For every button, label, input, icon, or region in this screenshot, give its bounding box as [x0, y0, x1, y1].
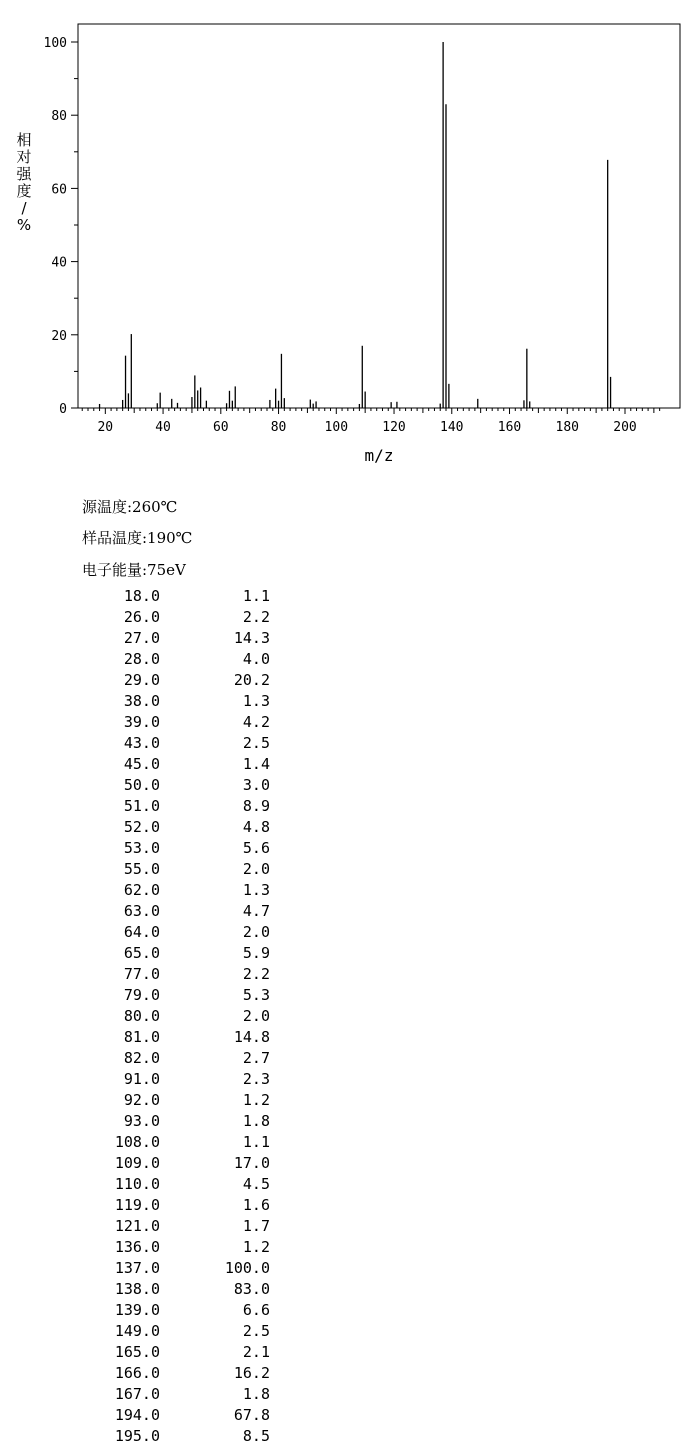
y-axis-label-char: /	[21, 199, 27, 217]
intensity-value: 3.0	[242, 776, 270, 794]
y-axis-label-char: 强	[16, 165, 32, 183]
table-row	[0, 1364, 300, 1385]
mz-value: 63.0	[123, 902, 160, 920]
mz-value: 109.0	[114, 1154, 160, 1172]
mz-value: 64.0	[123, 923, 160, 941]
intensity-value: 1.1	[242, 587, 270, 605]
mz-value: 55.0	[123, 860, 160, 878]
intensity-value: 14.8	[233, 1028, 270, 1046]
x-tick-label: 200	[613, 420, 637, 435]
y-tick-label: 60	[51, 182, 67, 198]
y-tick-label: 80	[51, 109, 67, 125]
mz-value: 28.0	[123, 650, 160, 668]
peak-table	[0, 587, 300, 1448]
x-tick-label: 120	[382, 420, 406, 435]
intensity-value: 17.0	[233, 1154, 270, 1172]
intensity-value: 6.6	[242, 1301, 270, 1319]
intensity-value: 5.9	[242, 944, 270, 962]
y-tick-label: 20	[51, 328, 67, 344]
condition-sample-temp: 样品温度:190℃	[82, 529, 193, 547]
mz-value: 137.0	[114, 1259, 160, 1277]
table-row	[0, 1070, 300, 1091]
intensity-value: 83.0	[233, 1280, 270, 1298]
mz-value: 166.0	[114, 1364, 160, 1382]
table-row	[0, 1280, 300, 1301]
intensity-value: 4.5	[242, 1175, 270, 1193]
y-axis-label-char: %	[16, 216, 32, 234]
y-axis-label-char: 相	[16, 131, 32, 149]
table-row	[0, 1091, 300, 1112]
table-row	[0, 776, 300, 797]
table-row	[0, 1007, 300, 1028]
table-row	[0, 755, 300, 776]
mz-value: 26.0	[123, 608, 160, 626]
mz-value: 43.0	[123, 734, 160, 752]
mz-value: 139.0	[114, 1301, 160, 1319]
intensity-value: 1.6	[242, 1196, 270, 1214]
intensity-value: 1.3	[242, 692, 270, 710]
intensity-value: 4.0	[242, 650, 270, 668]
mz-value: 110.0	[114, 1175, 160, 1193]
mz-value: 38.0	[123, 692, 160, 710]
intensity-value: 5.6	[242, 839, 270, 857]
intensity-value: 2.7	[242, 1049, 270, 1067]
mz-value: 167.0	[114, 1385, 160, 1403]
table-row	[0, 860, 300, 881]
y-tick-label: 40	[51, 255, 67, 271]
mz-value: 93.0	[123, 1112, 160, 1130]
intensity-value: 1.8	[242, 1112, 270, 1130]
mz-value: 149.0	[114, 1322, 160, 1340]
mz-value: 18.0	[123, 587, 160, 605]
intensity-value: 4.7	[242, 902, 270, 920]
intensity-value: 8.9	[242, 797, 270, 815]
mz-value: 81.0	[123, 1028, 160, 1046]
mz-value: 27.0	[123, 629, 160, 647]
intensity-value: 8.5	[242, 1427, 270, 1445]
table-row	[0, 1049, 300, 1070]
intensity-value: 1.7	[242, 1217, 270, 1235]
mz-value: 51.0	[123, 797, 160, 815]
condition-source-temp: 源温度:260℃	[82, 498, 178, 516]
table-row	[0, 965, 300, 986]
y-tick-label: 100	[43, 36, 67, 51]
table-row	[0, 1385, 300, 1406]
mz-value: 79.0	[123, 986, 160, 1004]
intensity-value: 4.2	[242, 713, 270, 731]
mz-value: 119.0	[114, 1196, 160, 1214]
intensity-value: 2.2	[242, 608, 270, 626]
mz-value: 91.0	[123, 1070, 160, 1088]
table-row	[0, 734, 300, 755]
peak-bars	[100, 42, 611, 408]
table-row	[0, 818, 300, 839]
table-row	[0, 1259, 300, 1280]
mz-value: 52.0	[123, 818, 160, 836]
y-tick-label: 0	[59, 402, 67, 417]
y-axis-ticks	[44, 36, 78, 417]
mz-value: 29.0	[123, 671, 160, 689]
table-row	[0, 1028, 300, 1049]
intensity-value: 20.2	[233, 671, 270, 689]
table-row	[0, 671, 300, 692]
table-row	[0, 608, 300, 629]
intensity-value: 4.8	[242, 818, 270, 836]
intensity-value: 2.3	[242, 1070, 270, 1088]
mz-value: 65.0	[123, 944, 160, 962]
intensity-value: 2.0	[242, 923, 270, 941]
table-row	[0, 1343, 300, 1364]
mz-value: 138.0	[114, 1280, 160, 1298]
condition-electron-energy: 电子能量:75eV	[82, 561, 186, 579]
mz-value: 50.0	[123, 776, 160, 794]
x-tick-label: 100	[324, 420, 349, 435]
mz-value: 194.0	[114, 1406, 160, 1424]
intensity-value: 2.1	[242, 1343, 270, 1361]
y-axis-label-char: 对	[16, 148, 32, 166]
table-row	[0, 1175, 300, 1196]
x-tick-label: 160	[497, 420, 522, 435]
table-row	[0, 1301, 300, 1322]
y-axis-label-char: 度	[16, 182, 32, 200]
table-row	[0, 1112, 300, 1133]
mz-value: 77.0	[123, 965, 160, 983]
intensity-value: 2.2	[242, 965, 270, 983]
table-row	[0, 1133, 300, 1154]
table-row	[0, 902, 300, 923]
table-row	[0, 650, 300, 671]
mz-value: 39.0	[123, 713, 160, 731]
intensity-value: 2.5	[242, 734, 270, 752]
table-row	[0, 1154, 300, 1175]
mz-value: 45.0	[123, 755, 160, 773]
table-row	[0, 923, 300, 944]
table-row	[0, 713, 300, 734]
intensity-value: 5.3	[242, 986, 270, 1004]
x-tick-label: 40	[155, 420, 171, 435]
intensity-value: 1.2	[242, 1238, 270, 1256]
x-tick-label: 60	[212, 420, 229, 435]
mz-value: 108.0	[114, 1133, 160, 1151]
table-row	[0, 1217, 300, 1238]
mz-value: 82.0	[123, 1049, 160, 1067]
intensity-value: 100.0	[224, 1259, 270, 1277]
plot-frame	[78, 24, 680, 408]
intensity-value: 67.8	[233, 1406, 270, 1424]
table-row	[0, 1196, 300, 1217]
intensity-value: 1.8	[242, 1385, 270, 1403]
x-tick-label: 80	[270, 420, 287, 435]
table-row	[0, 1238, 300, 1259]
mz-value: 195.0	[114, 1427, 160, 1445]
mz-value: 62.0	[123, 881, 160, 899]
x-tick-label: 20	[97, 420, 114, 435]
mz-value: 53.0	[123, 839, 160, 857]
table-row	[0, 1427, 300, 1448]
intensity-value: 2.0	[242, 1007, 270, 1025]
table-row	[0, 986, 300, 1007]
table-row	[0, 839, 300, 860]
intensity-value: 1.4	[242, 755, 270, 773]
mz-value: 80.0	[123, 1007, 160, 1025]
intensity-value: 14.3	[233, 629, 270, 647]
mz-value: 136.0	[114, 1238, 160, 1256]
intensity-value: 2.5	[242, 1322, 270, 1340]
x-axis-label: m/z	[364, 446, 394, 465]
table-row	[0, 692, 300, 713]
intensity-value: 1.2	[242, 1091, 270, 1109]
x-axis-ticks	[82, 408, 659, 435]
x-tick-label: 180	[555, 420, 580, 435]
mz-value: 92.0	[123, 1091, 160, 1109]
y-axis-label	[16, 131, 32, 234]
intensity-value: 16.2	[233, 1364, 270, 1382]
table-row	[0, 1406, 300, 1427]
mz-value: 165.0	[114, 1343, 160, 1361]
mass-spectrum-chart	[0, 0, 687, 480]
table-row	[0, 881, 300, 902]
table-row	[0, 944, 300, 965]
table-row	[0, 797, 300, 818]
table-row	[0, 629, 300, 650]
intensity-value: 1.3	[242, 881, 270, 899]
table-row	[0, 1322, 300, 1343]
table-row	[0, 587, 300, 608]
intensity-value: 2.0	[242, 860, 270, 878]
x-tick-label: 140	[440, 420, 464, 435]
intensity-value: 1.1	[242, 1133, 270, 1151]
mz-value: 121.0	[114, 1217, 160, 1235]
